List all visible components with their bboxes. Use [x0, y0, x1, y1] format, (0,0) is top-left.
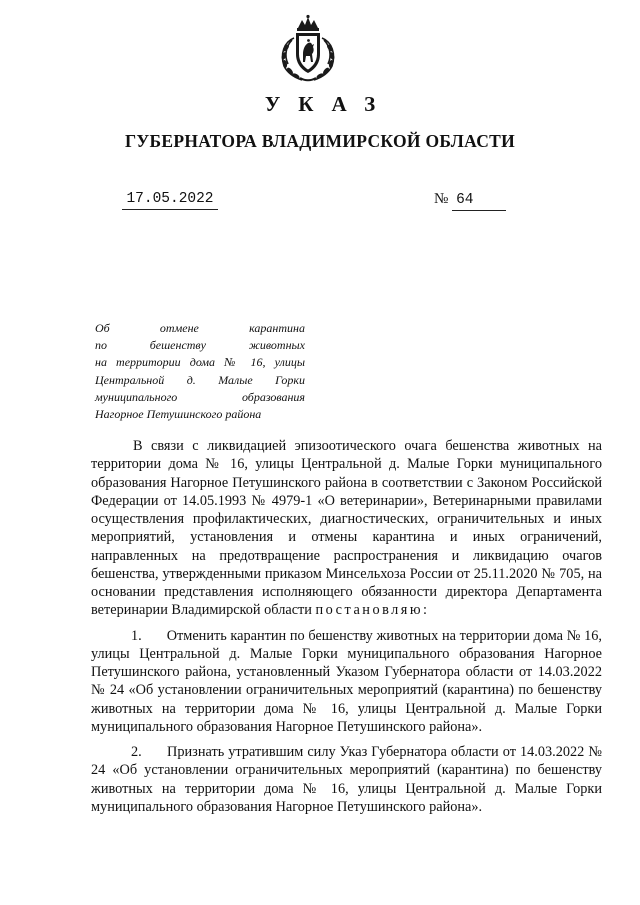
document-number [434, 189, 506, 211]
item-number: 2. [131, 744, 142, 760]
subject-line: по бешенству животных [95, 338, 305, 353]
document-date: 17.05.2022 [122, 189, 218, 210]
list-item [91, 627, 602, 737]
item-text: Признать утратившим силу Указ Губернатора области от 14.03.2022 № 24 «Об установлении ограничительных мероприятий (карантина) по бешенству животных на территории дома № 16, улицы Центральной д. Малые Горки муниципального образования Нагорное Петушинского района». [91, 744, 602, 815]
subject-line: Об отмене карантина [95, 321, 305, 335]
document-subject [95, 320, 305, 423]
document-issuer-heading: ГУБЕРНАТОРА ВЛАДИМИРСКОЙ ОБЛАСТИ [124, 131, 516, 151]
document-body [91, 437, 602, 823]
item-number: 1. [131, 627, 142, 644]
subject-line: муниципального образования [95, 389, 305, 404]
preamble-paragraph [91, 437, 602, 620]
subject-line: на территории дома № 16, улицы [95, 355, 305, 370]
coat-of-arms-icon [272, 14, 344, 84]
subject-line: Центральной д. Малые Горки [95, 372, 305, 387]
document-type-heading: УКАЗ [264, 92, 394, 116]
item-text: Отменить карантин по бешенству животных на территории дома № 16, улицы Центральной д. Малые Горки муниципального образования Нагорное Петушинского района, установленный Указом Губернатора области от 14.03.2022 № 24 «Об установлении ограничительных мероприятий (карантина) по бешенству животных на территории дома № 16, улицы Центральной д. Малые Горки муниципального образования Нагорное Петушинского района». [91, 627, 603, 735]
number-value: 64 [452, 190, 506, 211]
list-item [91, 743, 602, 816]
number-prefix: № [434, 191, 449, 207]
decree-word: постановляю: [315, 602, 430, 619]
subject-line: Нагорное Петушинского района [95, 407, 262, 422]
preamble-text: В связи с ликвидацией эпизоотического очага бешенства животных на территории дома № 16, улицы Центральной д. Малые Горки муниципального образования Нагорное Петушинского района в соответствии с Законом Российской Федерации от 14.05.1993 № 4979-1 «О ветеринарии», Ветеринарными правилами осуществления профилактических, диагностических, ограничительных и иных мероприятий, установления и отмены карантина и иных ограничений, направленных на предотвращение распространения и ликвидацию очагов бешенства, утвержденными приказом Минсельхоза России от 25.11.2020 № 705, на основании представления исполняющего обязанности директора Департамента ветеринарии Владимирской области [91, 438, 602, 619]
